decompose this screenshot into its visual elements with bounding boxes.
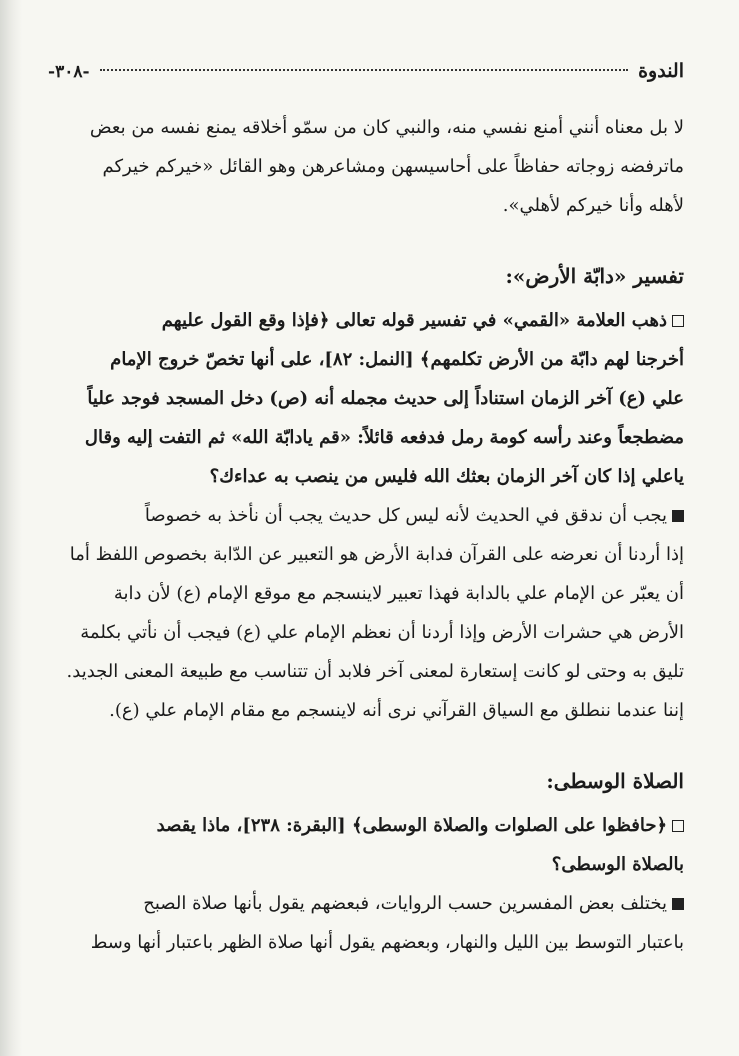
intro-paragraph (48, 108, 684, 225)
hollow-square-icon (672, 820, 684, 832)
filled-square-icon (672, 510, 684, 522)
section-title: الصلاة الوسطى: (546, 769, 684, 793)
running-title: الندوة (638, 60, 684, 82)
text-line: ياعلي إذا كان آخر الزمان بعثك الله فليس من ينصب به عداءك؟ (209, 466, 684, 487)
page-header (48, 60, 684, 96)
answer-line-first (48, 496, 684, 535)
text-line: علي (ع) آخر الزمان استناداً إلى حديث مجمله أنه (ص) دخل المسجد فوجد علياً (87, 388, 684, 409)
answer-paragraph (48, 496, 684, 730)
text-line: باعتبار التوسط بين الليل والنهار، وبعضهم يقول أنها صلاة الظهر باعتبار أنها وسط (90, 932, 684, 953)
text-line: يختلف بعض المفسرين حسب الروايات، فبعضهم يقول بأنها صلاة الصبح (143, 893, 667, 914)
text-line: إننا عندما ننطلق مع السياق القرآني نرى أنه لاينسجم مع مقام الإمام علي (ع). (109, 700, 684, 721)
section-title: تفسير «دابّة الأرض»: (505, 264, 684, 288)
answer-line-first (48, 884, 684, 923)
text-line: الأرض هي حشرات الأرض وإذا أردنا أن نعظم الإمام علي (ع) فيجب أن نأتي بكلمة (80, 622, 684, 643)
text-line: بالصلاة الوسطى؟ (551, 854, 684, 875)
text-line: مضطجعاً وعند رأسه كومة رمل فدفعه قائلاً: «قم يادابّة الله» ثم التفت إليه وقال (84, 427, 684, 448)
question-line-first (48, 301, 684, 340)
text-line: لا بل معناه أنني أمنع نفسي منه، والنبي كان من سمّو أخلاقه يمنع نفسه من بعض (89, 117, 684, 138)
text-line: ماترفضه زوجاته حفاظاً على أحاسيسهن ومشاعرهن وهو القائل «خيركم خيركم (102, 156, 684, 177)
answer-paragraph (48, 884, 684, 962)
hollow-square-icon (672, 315, 684, 327)
text-line: أخرجنا لهم دابّة من الأرض تكلمهم﴾ [النمل: ٨٢]، على أنها تخصّ خروج الإمام (110, 349, 684, 370)
section-middle-prayer (48, 760, 684, 962)
text-line: يجب أن ندقق في الحديث لأنه ليس كل حديث يجب أن نأخذ به خصوصاً (144, 505, 667, 526)
section-dabbat-al-ard (48, 255, 684, 730)
text-line: تليق به وحتى لو كانت إستعارة لمعنى آخر فلابد أن تتناسب مع طبيعة المعنى الجديد. (66, 661, 684, 682)
question-line-first (48, 806, 684, 845)
book-page (48, 60, 684, 1040)
text-line: لأهله وأنا خيركم لأهلي». (502, 195, 684, 216)
filled-square-icon (672, 898, 684, 910)
question-paragraph (48, 806, 684, 884)
header-dotted-rule (100, 69, 629, 71)
text-line: ﴿حافظوا على الصلوات والصلاة الوسطى﴾ [البقرة: ٢٣٨]، ماذا يقصد (156, 815, 667, 836)
text-line: أن يعبّر عن الإمام علي بالدابة فهذا تعبير لاينسجم مع موقع الإمام (ع) لأن دابة (113, 583, 684, 604)
text-line: إذا أردنا أن نعرضه على القرآن فدابة الأرض هو التعبير عن الدّابة بخصوص اللفظ أما (69, 544, 684, 565)
text-line: ذهب العلامة «القمي» في تفسير قوله تعالى ﴿فإذا وقع القول عليهم (161, 310, 667, 331)
book-gutter-shadow (0, 0, 22, 1056)
page-number: -٣٠٨- (48, 62, 90, 82)
question-paragraph (48, 301, 684, 496)
